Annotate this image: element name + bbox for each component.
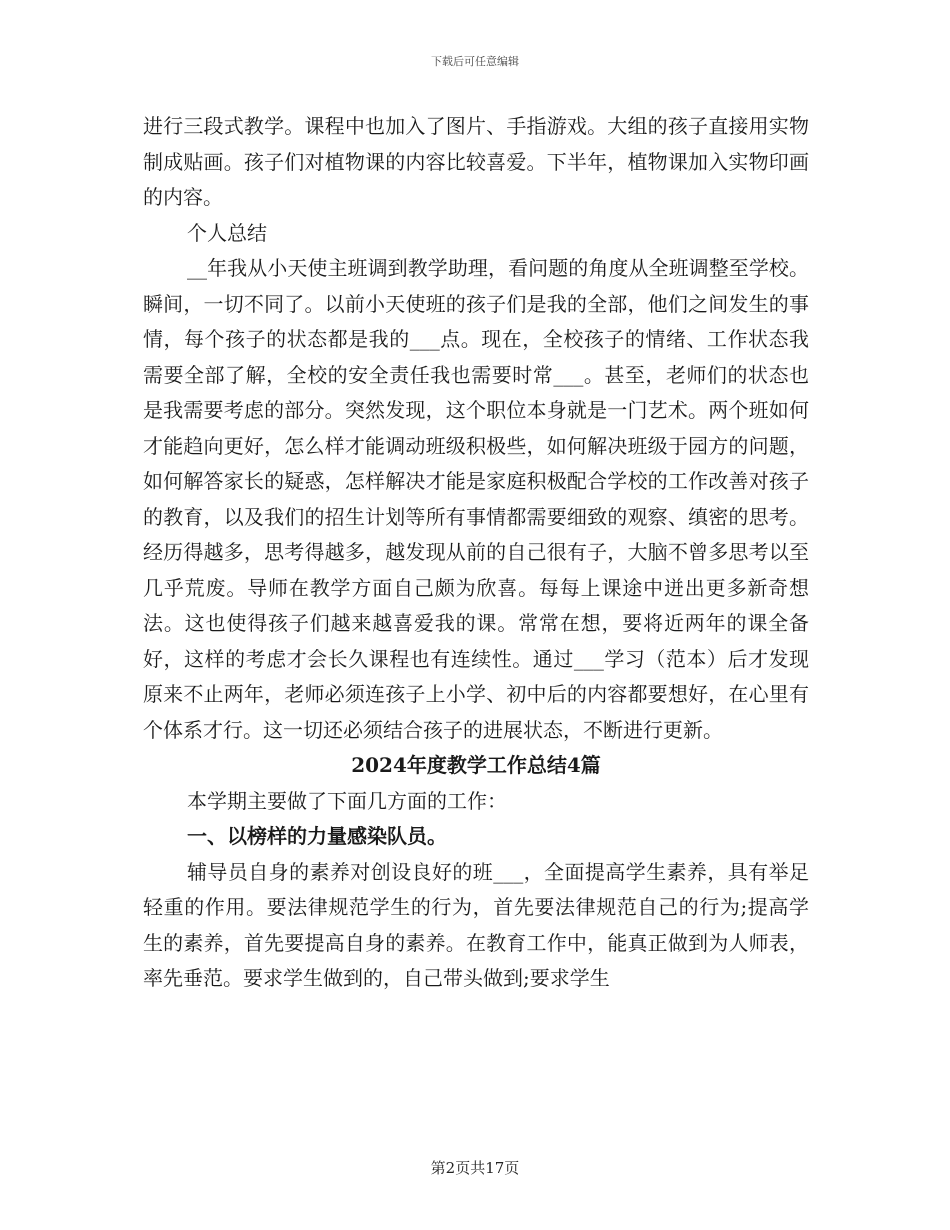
subheading-personal-summary: 个人总结 bbox=[187, 220, 267, 245]
paragraph-continuation: 进行三段式教学。课程中也加入了图片、手指游戏。大组的孩子直接用实物制成贴画。孩子们对植物课的内容比较喜爱。下半年，植物课加入实物印画的内容。 bbox=[143, 114, 809, 209]
page-header: 下载后可任意编辑 bbox=[431, 55, 519, 68]
paragraph-personal-summary: __年我从小天使主班调到教学助理，看问题的角度从全班调整至学校。瞬间，一切不同了。以前小天使班的孩子们是我的全部，他们之间发生的事情，每个孩子的状态都是我的___点。现在，全校孩子的情绪、工作状态我需要全部了解，全校的安全责任我也需要时常___。甚至，老师们的状态也是我需要考虑的部分。突然发现，这个职位本身就是一门艺术。两个班如何才能趋向更好，怎么样才能调动班级积极些，如何解决班级于园方的问题，如何解答家长的疑惑，怎样解决才能是家庭积极配合学校的工作改善对孩子的教育，以及我们的招生计划等所有事情都需要细致的观察、缜密的思考。经历得越多，思考得越多，越发现从前的自己很有子，大脑不曾多思考以至几乎荒废。导师在教学方面自己颇为欣喜。每每上课途中迸出更多新奇想法。这也使得孩子们越来越喜爱我的课。常常在想，要将近两年的课全备好，这样的考虑才会长久课程也有连续性。通过___学习（范本）后才发现原来不止两年，老师必须连孩子上小学、初中后的内容都要想好，在心里有个体系才行。这一切还必须结合孩子的进展状态，不断进行更新。 bbox=[143, 256, 809, 742]
paragraph-intro: 本学期主要做了下面几方面的工作： bbox=[187, 788, 507, 813]
document-title: 2024年度教学工作总结4篇 bbox=[351, 753, 601, 777]
section-heading-1: 一、以榜样的力量感染队员。 bbox=[187, 824, 447, 848]
page-footer: 第2页共17页 bbox=[430, 1159, 520, 1177]
document-body bbox=[143, 109, 809, 997]
paragraph-section-1: 辅导员自身的素养对创设良好的班___，全面提高学生素养，具有举足轻重的作用。要法律规范学生的行为，首先要法律规范自己的行为;提高学生的素养，首先要提高自身的素养。在教育工作中，能真正做到为人师表，率先垂范。要求学生做到的，自己带头做到;要求学生 bbox=[143, 859, 809, 990]
